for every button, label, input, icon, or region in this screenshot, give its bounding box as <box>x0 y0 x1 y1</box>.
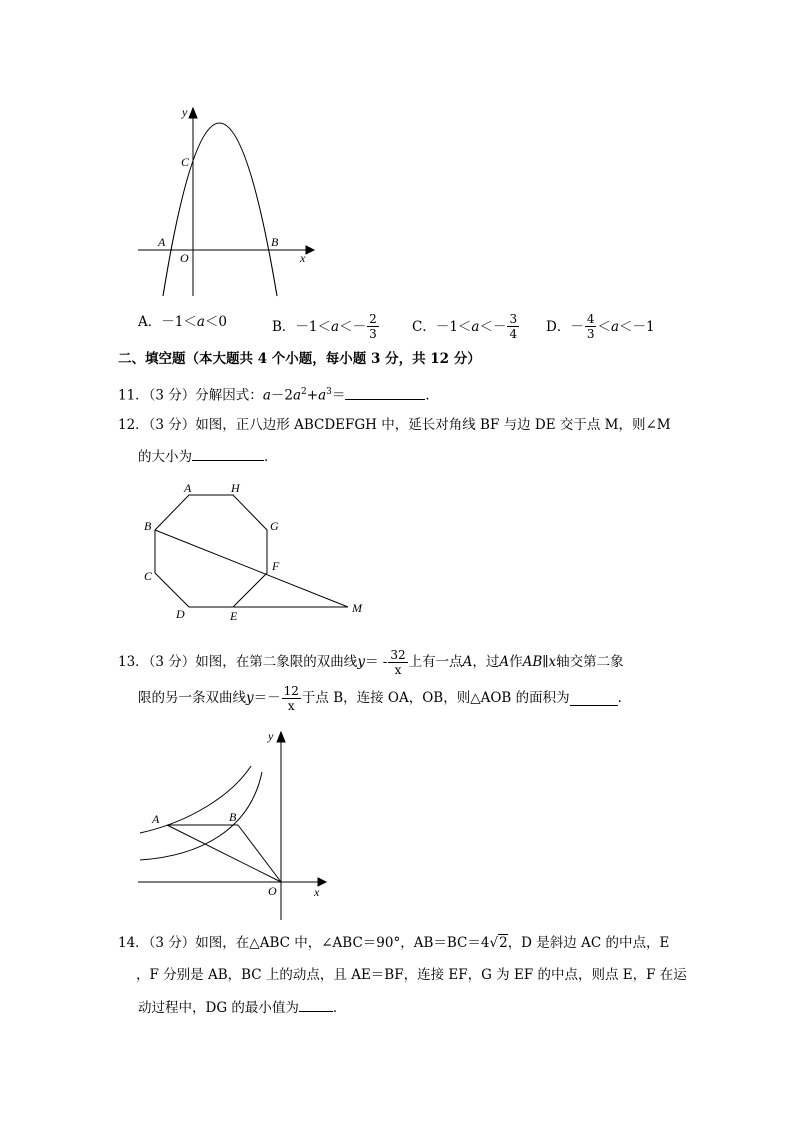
option-c-prefix: C．－1＜ <box>412 318 472 335</box>
option-b-mid: ＜－ <box>339 318 367 335</box>
option-b-var: a <box>331 318 340 335</box>
question-14-line1 <box>118 933 669 953</box>
oct-label-d: D <box>176 607 185 621</box>
q11-plus: + <box>306 387 319 404</box>
oct-label-c: C <box>144 569 153 583</box>
segment-ob <box>238 825 281 882</box>
q13-l2-y: y <box>246 690 254 706</box>
q14-l3-end: ． <box>332 1000 347 1016</box>
q11-a1: a <box>262 387 271 404</box>
fig1-label-x: x <box>300 251 306 265</box>
q13-l1-b: 上有一点 <box>408 654 463 670</box>
q13-l1-a: 13．（3 分）如图，在第二象限的双曲线 <box>118 654 358 670</box>
q11-sup2: 2 <box>301 387 307 397</box>
q13-l1-y: y <box>357 654 365 670</box>
fig3-label-o: O <box>268 884 277 898</box>
option-d-mid: ＜ <box>597 318 611 335</box>
option-d-var: a <box>610 318 620 335</box>
q13-frac2-den: x <box>287 698 295 713</box>
oct-label-f: F <box>272 559 280 573</box>
q13-l1-x: x <box>548 654 557 670</box>
q11-a2: a <box>292 387 302 404</box>
option-a-suffix: ＜0 <box>204 314 227 330</box>
fig3-y-axis-arrow <box>277 732 285 742</box>
q13-l1-f: 轴交第二象 <box>556 654 624 670</box>
fig3-label-y: y <box>268 729 274 743</box>
q13-l2-b: 于点 B，连接 OA，OB，则△AOB 的面积为 <box>301 690 570 706</box>
q13-l1-AB: AB <box>522 654 543 670</box>
fig1-label-b: B <box>271 235 279 249</box>
option-c-den: 4 <box>509 327 518 341</box>
q11-sup3: 3 <box>326 387 332 397</box>
q12-line2-end: ． <box>264 449 278 465</box>
fig1-label-a: A <box>158 235 166 249</box>
option-c-mid: ＜－ <box>479 318 507 335</box>
q13-l2-eq: ＝－ <box>253 690 281 706</box>
q13-l1-A: A <box>462 654 473 670</box>
section-title-text: 二、填空题（本大题共 4 个小题，每小题 3 分，共 12 分） <box>118 351 481 367</box>
q13-l1-c: ，过 <box>472 654 500 670</box>
option-d-suffix: ＜－1 <box>619 318 655 335</box>
option-b-num: 2 <box>369 312 377 326</box>
question-14-line2: ，F 分别是 AB，BC 上的动点，且 AE＝BF，连接 EF，G 为 EF 的中点，则点 E，F 在运 <box>136 967 687 983</box>
option-d-num: 4 <box>586 312 595 326</box>
q14-sqrt-radicand: 2 <box>499 935 508 951</box>
segment-oa <box>167 825 281 882</box>
option-b-prefix: B．－1＜ <box>272 318 332 335</box>
option-a-var: a <box>196 314 205 330</box>
fig1-label-y: y <box>182 105 188 119</box>
oct-label-g: G <box>270 519 279 533</box>
q13-l1-d: 作 <box>509 654 523 670</box>
fig3-label-x: x <box>314 885 320 899</box>
option-d-den: 3 <box>586 327 595 341</box>
question-12-line1: 12．（3 分）如图，正八边形 ABCDEFGH 中，延长对角线 BF 与边 DE 交于点 M，则∠M <box>118 417 671 433</box>
q11-end: ． <box>425 387 439 404</box>
q11-minus: －2 <box>270 387 293 404</box>
q13-l2-a: 限的另一条双曲线 <box>138 690 246 706</box>
option-d-prefix: D．－ <box>546 318 584 335</box>
oct-label-m: M <box>352 601 362 615</box>
fig1-label-o: O <box>180 251 189 265</box>
q13-l1-eq: ＝ - <box>364 654 388 670</box>
q11-eq: ＝ <box>331 387 346 404</box>
question-14-line3 <box>138 997 346 1018</box>
option-a-prefix: A．－1＜ <box>138 314 197 330</box>
q13-frac1-den: x <box>394 662 402 677</box>
q14-sqrt: √2 <box>489 935 508 951</box>
q14-l1-b: ，D 是斜边 AC 的中点，E <box>507 935 670 951</box>
q14-answer-blank[interactable] <box>299 997 333 1012</box>
q13-l1-e: ∥ <box>542 654 549 670</box>
option-c-num: 3 <box>509 312 518 326</box>
q13-l2-end: ． <box>617 690 632 706</box>
q13-l1-A2: A <box>499 654 510 670</box>
oct-label-a: A <box>184 481 192 495</box>
fig1-label-c: C <box>181 155 190 169</box>
q14-l3-a: 动过程中，DG 的最小值为 <box>138 1000 299 1016</box>
q14-l1-a: 14．（3 分）如图，在△ABC 中，∠ABC＝90°，AB＝BC＝4 <box>118 935 490 951</box>
option-c-var: a <box>471 318 480 335</box>
q11-text: 11．（3 分）分解因式： <box>118 387 263 404</box>
fig3-label-a: A <box>152 812 160 826</box>
q12-line2-pre: 的大小为 <box>138 449 192 465</box>
fig3-label-b: B <box>229 810 237 824</box>
q13-frac2-num: 12 <box>283 683 299 698</box>
oct-label-b: B <box>144 519 152 533</box>
q11-a3: a <box>318 387 327 404</box>
q13-frac1-num: 32 <box>390 647 406 662</box>
oct-label-e: E <box>230 609 238 623</box>
oct-label-h: H <box>231 481 240 495</box>
option-b-den: 3 <box>369 327 377 341</box>
